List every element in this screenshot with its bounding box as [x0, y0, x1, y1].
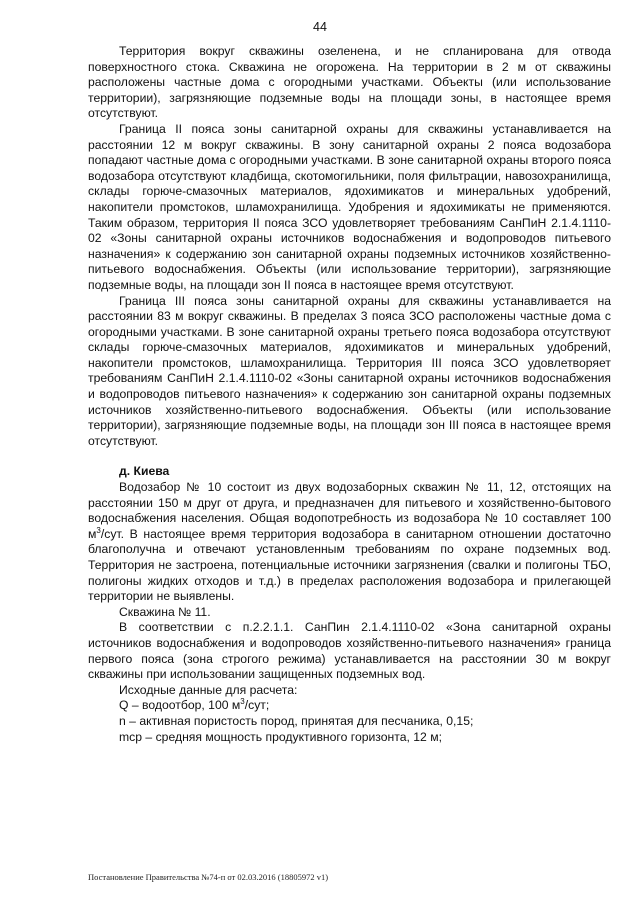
paragraph-water-intake-10: [88, 480, 611, 605]
paragraph-zone3-boundary: Граница III пояса зоны санитарной охраны для скважины устанавливается на расстоянии 83 м вокруг скважины. В пределах 3 пояса ЗСО расположены частные дома с огородными участками. В зоне санитарной охраны третьего пояса водозабора отсутствуют склады горюче-смазочных материалов, ядохимикатов и минеральных удобрений, накопители промстоков, шламохранилища. Территория III пояса ЗСО удовлетворяет требованиям СанПиН 2.1.4.1110-02 «Зоны санитарной охраны источников водоснабжения и водопроводов питьевого назначения» к содержанию зон санитарной охраны подземных источников хозяйственно-питьевого водоснабжения. Объекты (или использование территории), загрязняющие подземные воды, на площади зон III пояса в настоящее время отсутствуют.: [88, 293, 611, 448]
paragraph-zone2-boundary: Граница II пояса зоны санитарной охраны для скважины устанавливается на расстоянии 12 м вокруг скважины. В зону санитарной охраны 2 пояса водозабора попадают частные дома с огородными участками. В зоне санитарной охраны второго пояса водозабора отсутствуют кладбища, скотомогильники, поля фильтрации, навозохранилища, склады горюче-смазочных материалов, ядохимикатов и минеральных удобрений, накопители промстоков, шламохранилища. Удобрения и ядохимикаты не применяются. Таким образом, территория II пояса ЗСО удовлетворяет требованиям СанПиН 2.1.4.1110-02 «Зоны санитарной охраны источников водоснабжения и водопроводов питьевого назначения» к содержанию зон санитарной охраны подземных источников хозяйственно-питьевого водоснабжения. Объекты (или использование территории), загрязняющие подземные воды, на площади зон II пояса в настоящее время отсутствуют.: [88, 121, 611, 292]
paragraph-zone1-regulation: В соответствии с п.2.2.1.1. СанПин 2.1.4.1110-02 «Зона санитарной охраны источников водоснабжения и водопроводов хозяйственно-питьевого назначения» граница первого пояса (зона строгого режима) устанавливается на расстоянии 30 м вокруг скважины при использовании защищенных подземных вод.: [88, 620, 611, 682]
paragraph-text: /сут;: [244, 698, 270, 713]
paragraph-input-n: n – активная пористость пород, принятая для песчаника, 0,15;: [119, 713, 474, 728]
section-title-kieva: д. Киева: [119, 464, 170, 479]
paragraph-zone1-territory: Территория вокруг скважины озеленена, и не спланирована для отвода поверхностного стока. Скважина не огорожена. На территории в 2 м от скважины расположены частные дома с огородными участками. Объекты (или использование территории), загрязняющие подземные воды на площади зоны, в настоящее время отсутствуют.: [88, 44, 611, 121]
document-body: [88, 44, 611, 745]
paragraph-text: /сут. В настоящее время территория водозабора в санитарном отношении достаточно благополучна и отвечают установленным требованиям по охране подземных вод. Территория не застроена, потенциальные источники загрязнения (свалки и полигоны ТБО, полигоны жидких отходов и т.д.) в пределах расположения водозабора и прилегающей территории не выявлены.: [88, 526, 611, 604]
page-footer: Постановление Правительства №74-п от 02.03.2016 (18805972 v1): [88, 872, 329, 882]
paragraph-text: Водозабор № 10 состоит из двух водозаборных скважин № 11, 12, отстоящих на расстоянии 150 м друг от друга, и предназначен для питьевого и хозяйственно-бытового водоснабжения населения. Общая водопотребность из водозабора № 10 составляет 100 м: [88, 480, 611, 541]
paragraph-input-q: [88, 698, 611, 714]
paragraph-well-11: Скважина № 11.: [119, 604, 211, 619]
page-number: 44: [313, 20, 327, 34]
superscript: 3: [240, 697, 245, 707]
paragraph-input-m: mср – средняя мощность продуктивного горизонта, 12 м;: [119, 729, 442, 744]
paragraph-input-data-title: Исходные данные для расчета:: [119, 682, 298, 697]
paragraph-text: Q – водоотбор, 100 м: [119, 698, 241, 713]
superscript: 3: [96, 525, 101, 535]
